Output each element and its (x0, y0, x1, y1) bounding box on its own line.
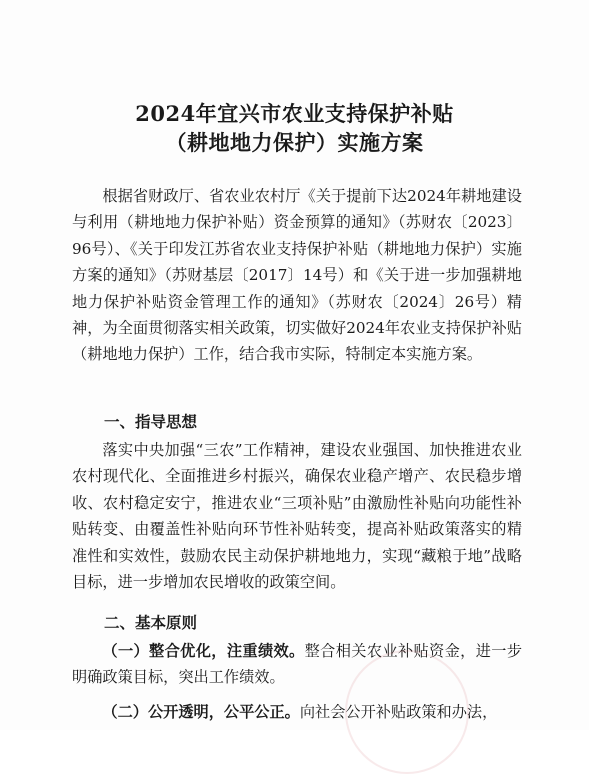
principle1-body: 整合相关农业补贴资金，进一步明确政策目标，突出工作绩效。 (72, 642, 523, 687)
section1-paragraph: 落实中央加强“三农”工作精神，建设农业强国、加快推进农业农村现代化、全面推进乡村振兴，确保农业稳产增产、农民稳步增收、农村稳定安宁，推进农业“三项补贴”由激励性补贴向功能性补贴转变、由覆盖性补贴向环节性补贴转变，提高补贴政策落实的精准性和实效性，鼓励农民主动保护耕地地力，实现“藏粮于地”战略目标，进一步增加农民增收的政策空间。 (72, 441, 522, 592)
section1-heading: 一、指导思想 (104, 412, 198, 431)
principle1-paragraph (72, 638, 522, 691)
principle2-heading: （二）公开透明，公平公正。 (102, 703, 300, 721)
principle1-heading: （一）整合优化，注重绩效。 (102, 642, 305, 660)
document-title-line1: 2024年宜兴市农业支持保护补贴 (135, 101, 454, 126)
section2-heading: 二、基本原则 (104, 613, 198, 632)
intro-paragraph: 根据省财政厅、省农业农村厅《关于提前下达2024年耕地建设与利用（耕地地力保护补贴）资金预算的通知》（苏财农〔2023〕96号）、《关于印发江苏省农业支持保护补贴（耕地地力保护）实施方案的通知》（苏财基层〔2017〕14号）和《关于进一步加强耕地地力保护补贴资金管理工作的通知》（苏财农〔2024〕26号）精神，为全面贯彻落实相关政策，切实做好2024年农业支持保护补贴（耕地地力保护）工作，结合我市实际，特制定本实施方案。 (72, 187, 522, 364)
document-title-line2: （耕地地力保护）实施方案 (165, 130, 424, 155)
principle2-body: 向社会公开补贴政策和办法， (299, 703, 498, 721)
principle2-paragraph (72, 699, 522, 725)
